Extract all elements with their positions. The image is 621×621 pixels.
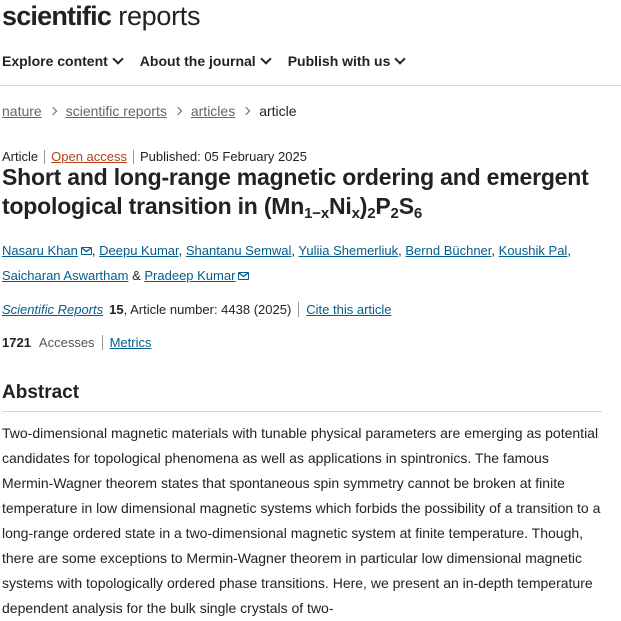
author-link[interactable]: Deepu Kumar (99, 243, 179, 258)
envelope-icon[interactable] (238, 272, 249, 280)
chevron-right-icon (174, 107, 182, 115)
chevron-right-icon (48, 107, 56, 115)
breadcrumb-articles[interactable]: articles (190, 103, 236, 119)
metrics-line (2, 335, 151, 350)
article-title: Short and long-range magnetic ordering and emergent topological transition in $(Mn_{1-x}Ni_x)_2P_2S_6$ (2, 164, 589, 222)
nav-label: Explore content (2, 53, 108, 69)
citation-separator (298, 302, 299, 317)
cite-article-link[interactable]: Cite this article (306, 302, 392, 317)
chevron-down-icon (260, 53, 271, 64)
nav-label: About the journal (139, 53, 256, 69)
published-date: Published: 05 February 2025 (140, 149, 307, 164)
author-link[interactable]: Nasaru Khan (2, 243, 78, 258)
author-list: Nasaru Khan , Deepu Kumar, Shantanu Semwal, Yuliia Shemerliuk, Bernd Büchner, Koushik Pal, Saicharan Aswartham & Pradeep Kumar (2, 243, 571, 283)
meta-separator (133, 150, 134, 164)
chevron-right-icon (242, 107, 250, 115)
nav-about-journal[interactable] (140, 52, 270, 70)
logo-light: reports (118, 1, 201, 31)
author-link[interactable]: Pradeep Kumar (144, 268, 236, 283)
article-number: , Article number: 4438 (2025) (123, 302, 292, 317)
article-meta (2, 149, 307, 164)
open-access-link[interactable]: Open access (51, 149, 127, 164)
nav-publish-with-us[interactable] (288, 52, 405, 70)
abstract-heading: Abstract (2, 382, 80, 403)
abstract-divider (2, 411, 602, 412)
metrics-separator (102, 335, 103, 350)
article-type: Article (2, 149, 39, 164)
envelope-icon[interactable] (81, 247, 92, 255)
breadcrumb-current: article (259, 103, 297, 119)
volume: 15 (109, 302, 124, 317)
nav-divider (0, 85, 621, 86)
breadcrumb-scientific-reports[interactable]: scientific reports (65, 103, 167, 119)
site-logo[interactable] (2, 0, 200, 32)
nav-explore-content[interactable] (2, 52, 122, 70)
author-link[interactable]: Koushik Pal (498, 243, 568, 258)
logo-bold: scientific (2, 1, 112, 31)
author-and: & (132, 268, 141, 283)
citation-line (2, 302, 392, 317)
author-link[interactable]: Shantanu Semwal (185, 243, 292, 258)
accesses-label: Accesses (38, 335, 95, 350)
metrics-link[interactable]: Metrics (109, 335, 152, 350)
nav-label: Publish with us (287, 53, 391, 69)
chevron-down-icon (112, 53, 123, 64)
author-link[interactable]: Yuliia Shemerliuk (298, 243, 399, 258)
main-nav (2, 52, 422, 70)
chevron-down-icon (395, 53, 406, 64)
journal-link[interactable]: Scientific Reports (2, 302, 104, 317)
breadcrumb-nature[interactable]: nature (2, 103, 42, 119)
breadcrumb (2, 103, 297, 119)
meta-separator (44, 150, 45, 164)
author-link[interactable]: Saicharan Aswartham (2, 268, 129, 283)
accesses-count: 1721 (2, 335, 31, 350)
abstract-text: Two-dimensional magnetic materials with tunable physical parameters are emerging as potential candidates for topological phenomena as well as applications in spintronics. The famous Mermin-Wagner theorem states that spontaneous spin symmetry cannot be broken at finite temperature in low dimensional magnetic systems which forbids the possibility of a transition to a long-range ordered state in a two-dimensional magnetic system at finite temperature. Though, there are some exceptions to Mermin-Wagner theorem in particular low dimensional magnetic systems with topologically ordered phase transitions. Here, we present an in-depth temperature dependent analysis for the bulk single crystals of two- (2, 425, 601, 616)
author-link[interactable]: Bernd Büchner (405, 243, 492, 258)
